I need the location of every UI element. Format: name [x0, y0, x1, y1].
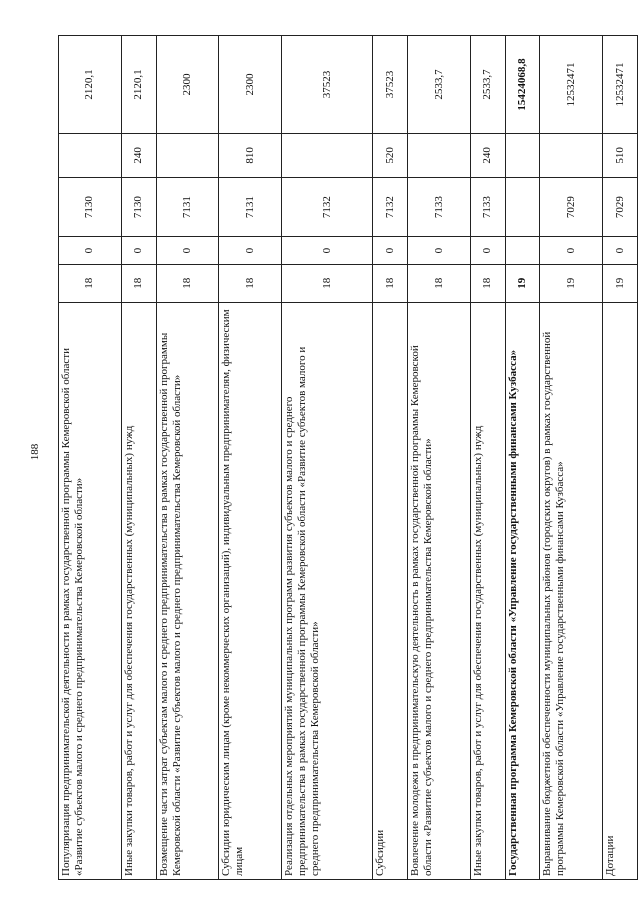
subprogram-cell: 0 [408, 237, 471, 264]
expense-type-cell: 510 [603, 134, 638, 178]
amount-cell: 37523 [373, 36, 408, 134]
amount-cell: 15424068,8 [505, 36, 540, 134]
row-name-cell: Субсидии [373, 302, 408, 879]
amount-cell: 2120,1 [121, 36, 156, 134]
direction-cell: 7132 [373, 177, 408, 237]
expense-type-cell [59, 134, 122, 178]
direction-cell: 7133 [470, 177, 505, 237]
amount-cell: 37523 [282, 36, 373, 134]
row-name-cell: Популяризация предпринимательской деятельности в рамках государственной программы Кемеровской области «Развитие субъектов малого и среднего предпринимательства Кемеровской области» [59, 302, 122, 879]
program-cell: 18 [219, 264, 282, 302]
row-name-cell: Иные закупки товаров, работ и услуг для обеспечения государственных (муниципальных) нужд [470, 302, 505, 879]
amount-cell: 2300 [156, 36, 219, 134]
table-row [603, 36, 638, 880]
subprogram-cell: 0 [603, 237, 638, 264]
table-row [282, 36, 373, 880]
expense-type-cell [540, 134, 603, 178]
program-cell: 19 [603, 264, 638, 302]
table-row [121, 36, 156, 880]
direction-cell: 7131 [156, 177, 219, 237]
direction-cell: 7029 [540, 177, 603, 237]
program-cell: 18 [59, 264, 122, 302]
expense-type-cell [408, 134, 471, 178]
table-body [59, 36, 638, 880]
table-row [470, 36, 505, 880]
row-name-cell: Субсидии юридическим лицам (кроме некоммерческих организаций), индивидуальным предпринимателям, физическим лицам [219, 302, 282, 879]
program-cell: 18 [282, 264, 373, 302]
table-row [540, 36, 603, 880]
rotated-page [58, 35, 638, 880]
subprogram-cell: 0 [156, 237, 219, 264]
program-cell: 18 [156, 264, 219, 302]
program-cell: 18 [373, 264, 408, 302]
direction-cell: 7029 [603, 177, 638, 237]
subprogram-cell: 0 [59, 237, 122, 264]
table-row [59, 36, 122, 880]
direction-cell: 7132 [282, 177, 373, 237]
direction-cell: 7130 [121, 177, 156, 237]
program-cell: 18 [470, 264, 505, 302]
expense-type-cell: 240 [121, 134, 156, 178]
amount-cell: 2533,7 [408, 36, 471, 134]
expense-type-cell [282, 134, 373, 178]
program-cell: 19 [540, 264, 603, 302]
subprogram-cell [505, 237, 540, 264]
program-cell: 18 [408, 264, 471, 302]
table-row [156, 36, 219, 880]
amount-cell: 2120,1 [59, 36, 122, 134]
subprogram-cell: 0 [282, 237, 373, 264]
subprogram-cell: 0 [540, 237, 603, 264]
subprogram-cell: 0 [373, 237, 408, 264]
amount-cell: 2533,7 [470, 36, 505, 134]
table-row [373, 36, 408, 880]
expense-type-cell: 240 [470, 134, 505, 178]
amount-cell: 2300 [219, 36, 282, 134]
row-name-cell: Выравнивание бюджетной обеспеченности муниципальных районов (городских округов) в рамках государственной программы Кемеровской области «Управление государственными финансами Кузбасса» [540, 302, 603, 879]
expense-type-cell [156, 134, 219, 178]
row-name-cell: Иные закупки товаров, работ и услуг для обеспечения государственных (муниципальных) нужд [121, 302, 156, 879]
table-row [505, 36, 540, 880]
expense-type-cell [505, 134, 540, 178]
amount-cell: 12532471 [540, 36, 603, 134]
program-cell: 18 [121, 264, 156, 302]
table-row [408, 36, 471, 880]
row-name-cell: Возмещение части затрат субъектам малого и среднего предпринимательства в рамках государственной программы Кемеровской области «Развитие субъектов малого и среднего предпринимательства Кемеровской области» [156, 302, 219, 879]
row-name-cell: Государственная программа Кемеровской области «Управление государственными финансами Кузбасса» [505, 302, 540, 879]
subprogram-cell: 0 [121, 237, 156, 264]
page-number: 188 [29, 443, 41, 461]
subprogram-cell: 0 [219, 237, 282, 264]
expense-type-cell: 520 [373, 134, 408, 178]
direction-cell: 7130 [59, 177, 122, 237]
direction-cell: 7131 [219, 177, 282, 237]
direction-cell: 7133 [408, 177, 471, 237]
row-name-cell: Вовлечение молодежи в предпринимательскую деятельность в рамках государственной программы Кемеровской области «Развитие субъектов малого и среднего предпринимательства Кемеровской области» [408, 302, 471, 879]
amount-cell: 12532471 [603, 36, 638, 134]
budget-table [58, 35, 638, 880]
subprogram-cell: 0 [470, 237, 505, 264]
expense-type-cell: 810 [219, 134, 282, 178]
program-cell: 19 [505, 264, 540, 302]
row-name-cell: Дотации [603, 302, 638, 879]
direction-cell [505, 177, 540, 237]
row-name-cell: Реализация отдельных мероприятий муниципальных программ развития субъектов малого и среднего предпринимательства в рамках государственной программы Кемеровской области «Развитие субъектов малого и среднего предпринимательства Кемеровской области» [282, 302, 373, 879]
table-row [219, 36, 282, 880]
